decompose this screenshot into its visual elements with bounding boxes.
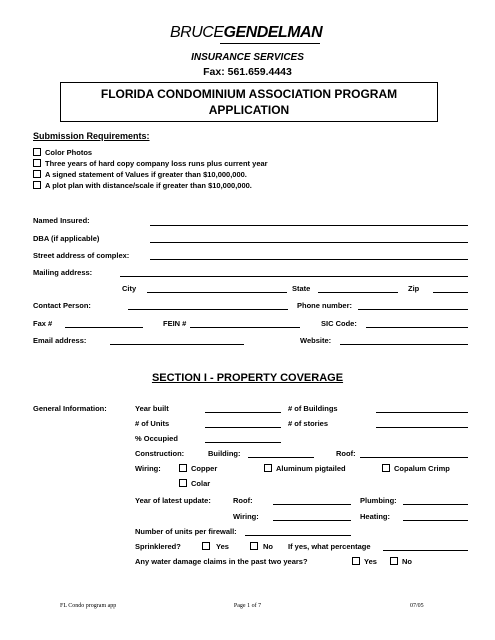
label-update-roof: Roof:	[233, 496, 253, 505]
submission-heading: Submission Requirements:	[33, 131, 150, 141]
label-city: City	[122, 284, 137, 293]
label-copper: Copper	[191, 464, 218, 473]
fax-number: Fax: 561.659.4443	[203, 66, 292, 78]
website-field[interactable]	[340, 344, 468, 345]
req-item-loss-runs: Three years of hard copy company loss runs plus current year	[45, 159, 268, 168]
checkbox-water-damage-yes[interactable]	[352, 557, 360, 565]
checkbox-water-damage-no[interactable]	[390, 557, 398, 565]
state-field[interactable]	[318, 292, 398, 293]
footer-date: 07/05	[410, 603, 424, 609]
logo-underline	[220, 43, 320, 44]
units-per-firewall-field[interactable]	[245, 535, 351, 536]
title-box	[60, 82, 438, 122]
label-colar: Colar	[191, 479, 211, 488]
checkbox-colar[interactable]	[179, 479, 187, 487]
label-num-stories: # of stories	[288, 419, 329, 428]
label-sprinklered-no: No	[263, 542, 273, 551]
label-building: Building:	[208, 449, 241, 458]
label-num-units: # of Units	[135, 419, 170, 428]
pct-occupied-field[interactable]	[205, 442, 281, 443]
building-construction-field[interactable]	[248, 457, 314, 458]
label-sprinklered-yes: Yes	[216, 542, 229, 551]
label-units-per-firewall: Number of units per firewall:	[135, 527, 237, 536]
num-stories-field[interactable]	[376, 427, 468, 428]
phone-number-field[interactable]	[358, 309, 468, 310]
update-wiring-field[interactable]	[273, 520, 351, 521]
company-subtitle: INSURANCE SERVICES	[191, 52, 304, 63]
label-website: Website:	[300, 336, 332, 345]
label-phone-number: Phone number:	[297, 301, 353, 310]
sic-code-field[interactable]	[366, 327, 468, 328]
update-roof-field[interactable]	[273, 504, 351, 505]
dba-field[interactable]	[150, 242, 468, 243]
label-year-latest-update: Year of latest update:	[135, 496, 211, 505]
label-water-damage-no: No	[402, 557, 412, 566]
label-roof: Roof:	[336, 449, 356, 458]
label-fein: FEIN #	[163, 319, 187, 328]
label-contact-person: Contact Person:	[33, 301, 91, 310]
label-named-insured: Named Insured:	[33, 216, 90, 225]
plumbing-field[interactable]	[403, 504, 468, 505]
contact-person-field[interactable]	[128, 309, 288, 310]
logo-text-left: BRUCE	[170, 24, 224, 41]
label-num-buildings: # of Buildings	[288, 404, 338, 413]
checkbox-sprinklered-no[interactable]	[250, 542, 258, 550]
label-heating: Heating:	[360, 512, 390, 521]
label-plumbing: Plumbing:	[360, 496, 397, 505]
footer-left: FL Condo program app	[60, 603, 117, 609]
label-water-damage: Any water damage claims in the past two years?	[135, 557, 308, 566]
fein-field[interactable]	[190, 327, 300, 328]
req-item-statement-values: A signed statement of Values if greater than $10,000,000.	[45, 170, 247, 179]
label-copalum-crimp: Copalum Crimp	[394, 464, 450, 473]
checkbox-sprinklered-yes[interactable]	[202, 542, 210, 550]
req-item-plot-plan: A plot plan with distance/scale if greater than $10,000,000.	[45, 181, 252, 190]
label-water-damage-yes: Yes	[364, 557, 377, 566]
checkbox-copper[interactable]	[179, 464, 187, 472]
label-sic-code: SIC Code:	[321, 319, 357, 328]
sprinkler-percentage-field[interactable]	[383, 550, 468, 551]
num-units-field[interactable]	[205, 427, 281, 428]
zip-field[interactable]	[433, 292, 468, 293]
form-title-line1: FLORIDA CONDOMINIUM ASSOCIATION PROGRAM	[100, 87, 398, 101]
label-aluminum-pigtailed: Aluminum pigtailed	[276, 464, 346, 473]
email-address-field[interactable]	[110, 344, 244, 345]
label-mailing-address: Mailing address:	[33, 268, 93, 277]
checkbox-color-photos[interactable]	[33, 148, 41, 156]
heating-field[interactable]	[403, 520, 468, 521]
street-address-field[interactable]	[150, 259, 468, 260]
checkbox-aluminum-pigtailed[interactable]	[264, 464, 272, 472]
label-construction: Construction:	[135, 449, 185, 458]
label-wiring: Wiring:	[135, 464, 161, 473]
label-sprinklered: Sprinklered?	[135, 542, 181, 551]
checkbox-plot-plan[interactable]	[33, 181, 41, 189]
label-pct-occupied: % Occupied	[135, 434, 178, 443]
year-built-field[interactable]	[205, 412, 281, 413]
label-zip: Zip	[408, 284, 420, 293]
req-item-color-photos: Color Photos	[45, 148, 93, 157]
label-year-built: Year built	[135, 404, 169, 413]
city-field[interactable]	[147, 292, 287, 293]
label-update-wiring: Wiring:	[233, 512, 259, 521]
logo-text-right: GENDELMAN	[223, 24, 323, 41]
label-general-information: General Information:	[33, 404, 107, 413]
num-buildings-field[interactable]	[376, 412, 468, 413]
label-street-address: Street address of complex:	[33, 251, 130, 260]
fax-field[interactable]	[65, 327, 143, 328]
label-dba: DBA (if applicable)	[33, 234, 100, 243]
form-title-line2: APPLICATION	[208, 103, 290, 117]
checkbox-copalum-crimp[interactable]	[382, 464, 390, 472]
section-1-heading: SECTION I - PROPERTY COVERAGE	[151, 372, 344, 384]
roof-construction-field[interactable]	[360, 457, 468, 458]
label-email-address: Email address:	[33, 336, 87, 345]
footer-page-number: Page 1 of 7	[233, 603, 262, 609]
label-if-yes-percentage: If yes, what percentage	[288, 542, 371, 551]
checkbox-loss-runs[interactable]	[33, 159, 41, 167]
label-fax: Fax #	[33, 319, 53, 328]
named-insured-field[interactable]	[150, 225, 468, 226]
label-state: State	[292, 284, 311, 293]
checkbox-statement-values[interactable]	[33, 170, 41, 178]
mailing-address-field[interactable]	[120, 276, 468, 277]
